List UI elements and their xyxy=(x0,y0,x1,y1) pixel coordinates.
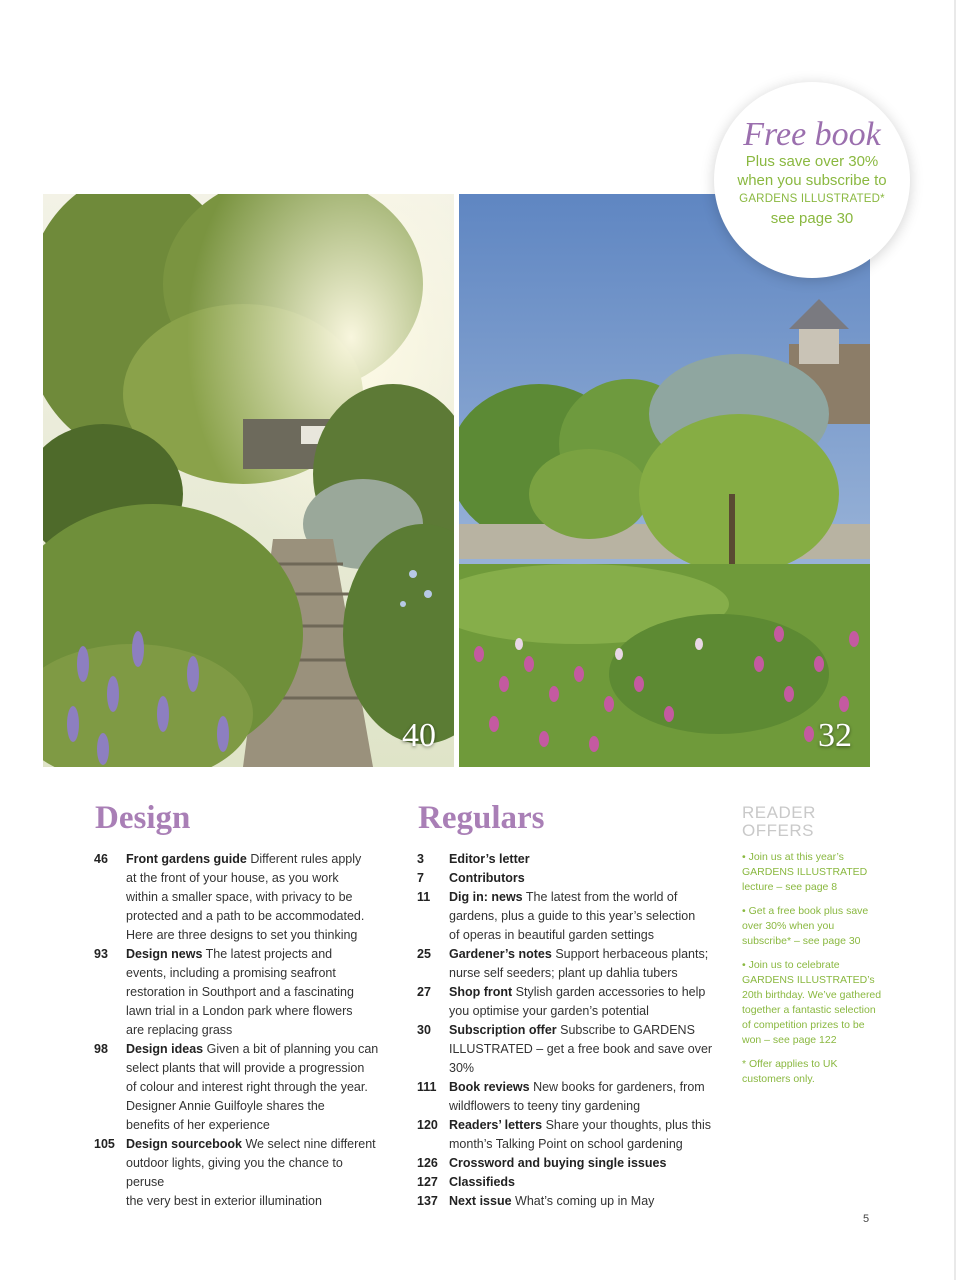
design-heading: Design xyxy=(95,800,191,836)
entry-title: Editor’s letter xyxy=(449,852,530,866)
contents-entry[interactable] xyxy=(417,888,717,945)
contents-entry[interactable] xyxy=(417,1154,717,1173)
entry-text: outdoor lights, giving you the chance to peruse xyxy=(126,1156,343,1189)
contents-entry[interactable] xyxy=(417,945,717,983)
entry-text: select plants that will provide a progression xyxy=(126,1061,365,1075)
entry-title: Design news xyxy=(126,947,203,961)
entry-page-number: 11 xyxy=(417,890,431,904)
entry-title: Dig in: news xyxy=(449,890,523,904)
entry-text: We select nine different xyxy=(245,1137,376,1151)
entry-page-number: 120 xyxy=(417,1118,438,1132)
entry-text: restoration in Southport and a fascinating xyxy=(126,985,354,999)
entry-title: Classifieds xyxy=(449,1175,516,1189)
tulip-garden-illustration xyxy=(459,194,870,767)
entry-text: What’s coming up in May xyxy=(515,1194,655,1208)
entry-title: Gardener’s notes xyxy=(449,947,552,961)
tulip-garden-photo xyxy=(459,194,870,767)
entry-title: Front gardens guide xyxy=(126,852,247,866)
entry-page-number: 137 xyxy=(417,1194,438,1208)
entry-text: you optimise your garden’s potential xyxy=(449,1004,649,1018)
free-book-promo[interactable] xyxy=(714,82,910,278)
entry-text: wildflowers to teeny tiny gardening xyxy=(449,1099,641,1113)
entry-page-number: 98 xyxy=(94,1042,108,1056)
entry-text: are replacing grass xyxy=(126,1023,233,1037)
entry-title: Subscription offer xyxy=(449,1023,557,1037)
contents-entry[interactable] xyxy=(417,1192,717,1211)
promo-line: when you subscribe to xyxy=(737,172,887,189)
entry-text: Subscribe to GARDENS xyxy=(560,1023,695,1037)
entry-text: Given a bit of planning you can xyxy=(206,1042,379,1056)
entry-page-number: 93 xyxy=(94,947,108,961)
entry-title: Design ideas xyxy=(126,1042,204,1056)
entry-text: of colour and interest right through the year. xyxy=(126,1080,368,1094)
entry-title: Shop front xyxy=(449,985,513,999)
entry-text: within a smaller space, with privacy to be xyxy=(126,890,353,904)
contents-entry[interactable] xyxy=(94,1040,384,1135)
promo-line: Plus save over 30% xyxy=(745,153,879,170)
garden-steps-illustration xyxy=(43,194,454,767)
promo-page-ref: see page 30 xyxy=(770,210,854,227)
reader-offer-item[interactable]: • Join us to celebrate GARDENS ILLUSTRATED’s 20th birthday. We’ve gathered together a fantastic selection of competition prizes to be won – see page 122 xyxy=(742,959,882,1046)
entry-text: Here are three designs to set you thinking xyxy=(126,928,358,942)
contents-entry[interactable] xyxy=(94,850,384,945)
entry-page-number: 126 xyxy=(417,1156,438,1170)
contents-entry[interactable] xyxy=(417,983,717,1021)
reader-offer-item[interactable]: • Join us at this year’s GARDENS ILLUSTRATED lecture – see page 8 xyxy=(742,851,868,893)
contents-entry[interactable] xyxy=(417,850,717,869)
entry-title: Crossword and buying single issues xyxy=(449,1156,667,1170)
entry-text: New books for gardeners, from xyxy=(533,1080,705,1094)
entry-text: The latest from the world of xyxy=(525,890,678,904)
entry-page-number: 7 xyxy=(417,871,424,885)
entry-page-number: 27 xyxy=(417,985,431,999)
entry-title: Readers’ letters xyxy=(449,1118,543,1132)
entry-text: events, including a promising seafront xyxy=(126,966,336,980)
entry-page-number: 30 xyxy=(417,1023,431,1037)
entry-title: Next issue xyxy=(449,1194,512,1208)
reader-offer-item[interactable]: • Get a free book plus save over 30% when you subscribe* – see page 30 xyxy=(742,905,869,947)
regulars-heading: Regulars xyxy=(418,800,545,836)
photo-page-number: 40 xyxy=(402,717,436,754)
garden-steps-photo xyxy=(43,194,454,767)
entry-text: The latest projects and xyxy=(205,947,333,961)
entry-page-number: 127 xyxy=(417,1175,438,1189)
entry-text: nurse self seeders; plant up dahlia tubers xyxy=(449,966,678,980)
contents-entry[interactable] xyxy=(94,1135,384,1211)
entry-text: the very best in exterior illumination xyxy=(126,1194,322,1208)
entry-text: Share your thoughts, plus this xyxy=(545,1118,711,1132)
entry-title: Book reviews xyxy=(449,1080,530,1094)
reader-offers-panel xyxy=(742,804,882,1096)
entry-page-number: 46 xyxy=(94,852,108,866)
contents-entry[interactable] xyxy=(417,1078,717,1116)
entry-text: benefits of her experience xyxy=(126,1118,270,1132)
contents-entry[interactable] xyxy=(417,869,717,888)
photo-page-number: 32 xyxy=(818,717,852,754)
promo-brand: GARDENS ILLUSTRATED* xyxy=(739,193,885,205)
entry-page-number: 111 xyxy=(417,1080,437,1094)
entry-text: Different rules apply xyxy=(250,852,362,866)
entry-page-number: 105 xyxy=(94,1137,115,1151)
regulars-contents-list xyxy=(417,850,717,1211)
promo-title: Free book xyxy=(743,116,881,153)
entry-text: of operas in beautiful garden settings xyxy=(449,928,654,942)
design-contents-list xyxy=(94,850,384,1211)
entry-text: lawn trial in a London park where flowers xyxy=(126,1004,353,1018)
entry-title: Contributors xyxy=(449,871,525,885)
entry-title: Design sourcebook xyxy=(126,1137,242,1151)
entry-text: ILLUSTRATED – get a free book and save over 30% xyxy=(449,1042,713,1075)
entry-text: Stylish garden accessories to help xyxy=(515,985,706,999)
entry-text: gardens, plus a guide to this year’s selection xyxy=(449,909,696,923)
reader-offers-title-line: READER xyxy=(742,803,816,822)
contents-entry[interactable] xyxy=(94,945,384,1040)
entry-text: Designer Annie Guilfoyle shares the xyxy=(126,1099,325,1113)
contents-entry[interactable] xyxy=(417,1021,717,1078)
page-number: 5 xyxy=(863,1213,870,1225)
contents-entry[interactable] xyxy=(417,1116,717,1154)
entry-text: protected and a path to be accommodated. xyxy=(126,909,365,923)
entry-page-number: 3 xyxy=(417,852,424,866)
reader-offers-title-line: OFFERS xyxy=(742,821,814,840)
entry-text: at the front of your house, as you work xyxy=(126,871,339,885)
offer-footnote: * Offer applies to UK customers only. xyxy=(742,1058,838,1085)
reader-offers-title xyxy=(742,804,882,840)
entry-text: Support herbaceous plants; xyxy=(555,947,709,961)
entry-page-number: 25 xyxy=(417,947,431,961)
entry-text: month’s Talking Point on school gardening xyxy=(449,1137,683,1151)
contents-entry[interactable] xyxy=(417,1173,717,1192)
